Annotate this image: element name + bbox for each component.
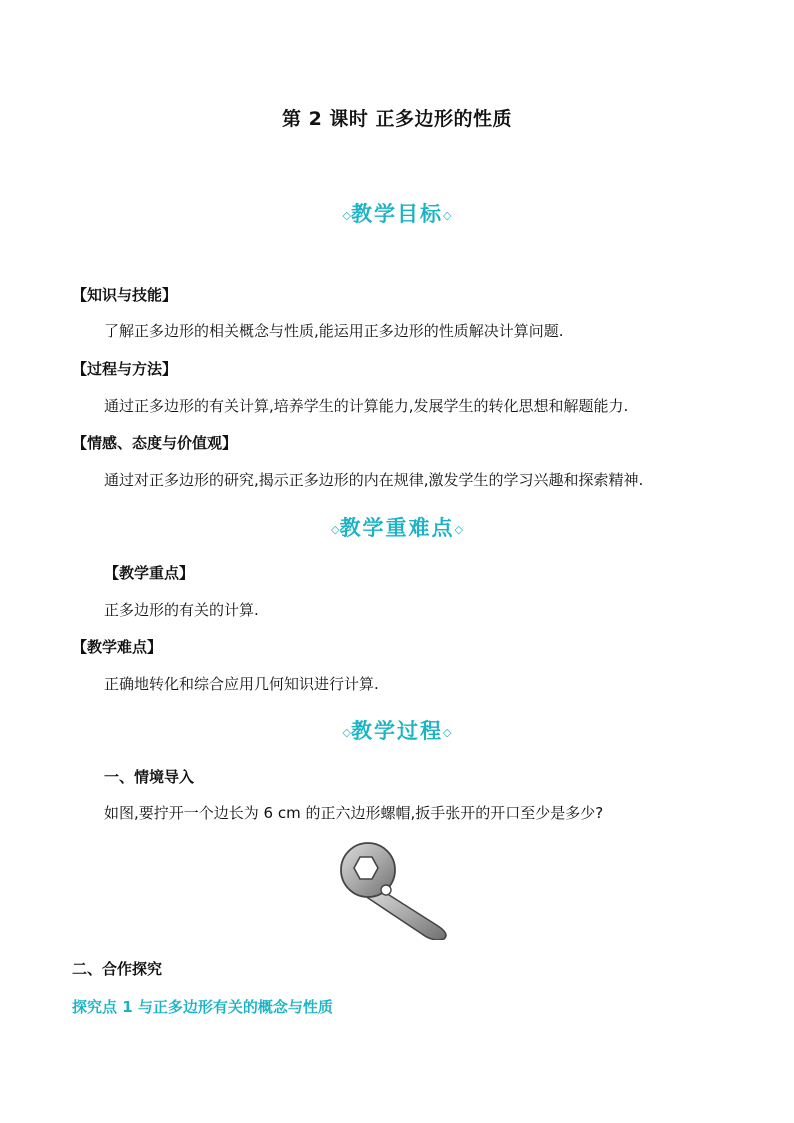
wrench-icon [338, 840, 456, 940]
key-point-text: 正多边形的有关的计算. [104, 601, 259, 619]
section-heading-process [0, 715, 794, 745]
step1-label: 一、情境导入 [104, 768, 195, 786]
section-heading-text: 教学重难点 [339, 515, 455, 540]
section-heading-text: 教学过程 [351, 718, 443, 743]
difficult-point-text: 正确地转化和综合应用几何知识进行计算. [104, 675, 379, 693]
difficult-point-label: 【教学难点】 [72, 638, 163, 656]
emotion-text: 通过对正多边形的研究,揭示正多边形的内在规律,激发学生的学习兴趣和探索精神. [104, 471, 644, 489]
process-label: 【过程与方法】 [72, 360, 178, 378]
diamond-icon: ◇ [443, 209, 452, 222]
section-heading-objectives [0, 198, 794, 228]
knowledge-label: 【知识与技能】 [72, 286, 178, 304]
diamond-icon: ◇ [454, 523, 463, 536]
key-point-label: 【教学重点】 [104, 564, 195, 582]
diamond-icon: ◇ [331, 523, 340, 536]
section-heading-text: 教学目标 [351, 201, 443, 226]
emotion-label: 【情感、态度与价值观】 [72, 434, 238, 452]
step1-text: 如图,要拧开一个边长为 6 cm 的正六边形螺帽,扳手张开的开口至少是多少? [104, 804, 604, 822]
explore-point-1-label: 探究点 1 与正多边形有关的概念与性质 [72, 998, 333, 1016]
page-title: 第 2 课时 正多边形的性质 [281, 108, 513, 130]
section-heading-keypoints [0, 512, 794, 542]
knowledge-text: 了解正多边形的相关概念与性质,能运用正多边形的性质解决计算问题. [104, 322, 564, 340]
diamond-icon: ◇ [342, 726, 351, 739]
diamond-icon: ◇ [342, 209, 351, 222]
diamond-icon: ◇ [443, 726, 452, 739]
process-text: 通过正多边形的有关计算,培养学生的计算能力,发展学生的转化思想和解题能力. [104, 397, 629, 415]
step2-label: 二、合作探究 [72, 960, 163, 978]
